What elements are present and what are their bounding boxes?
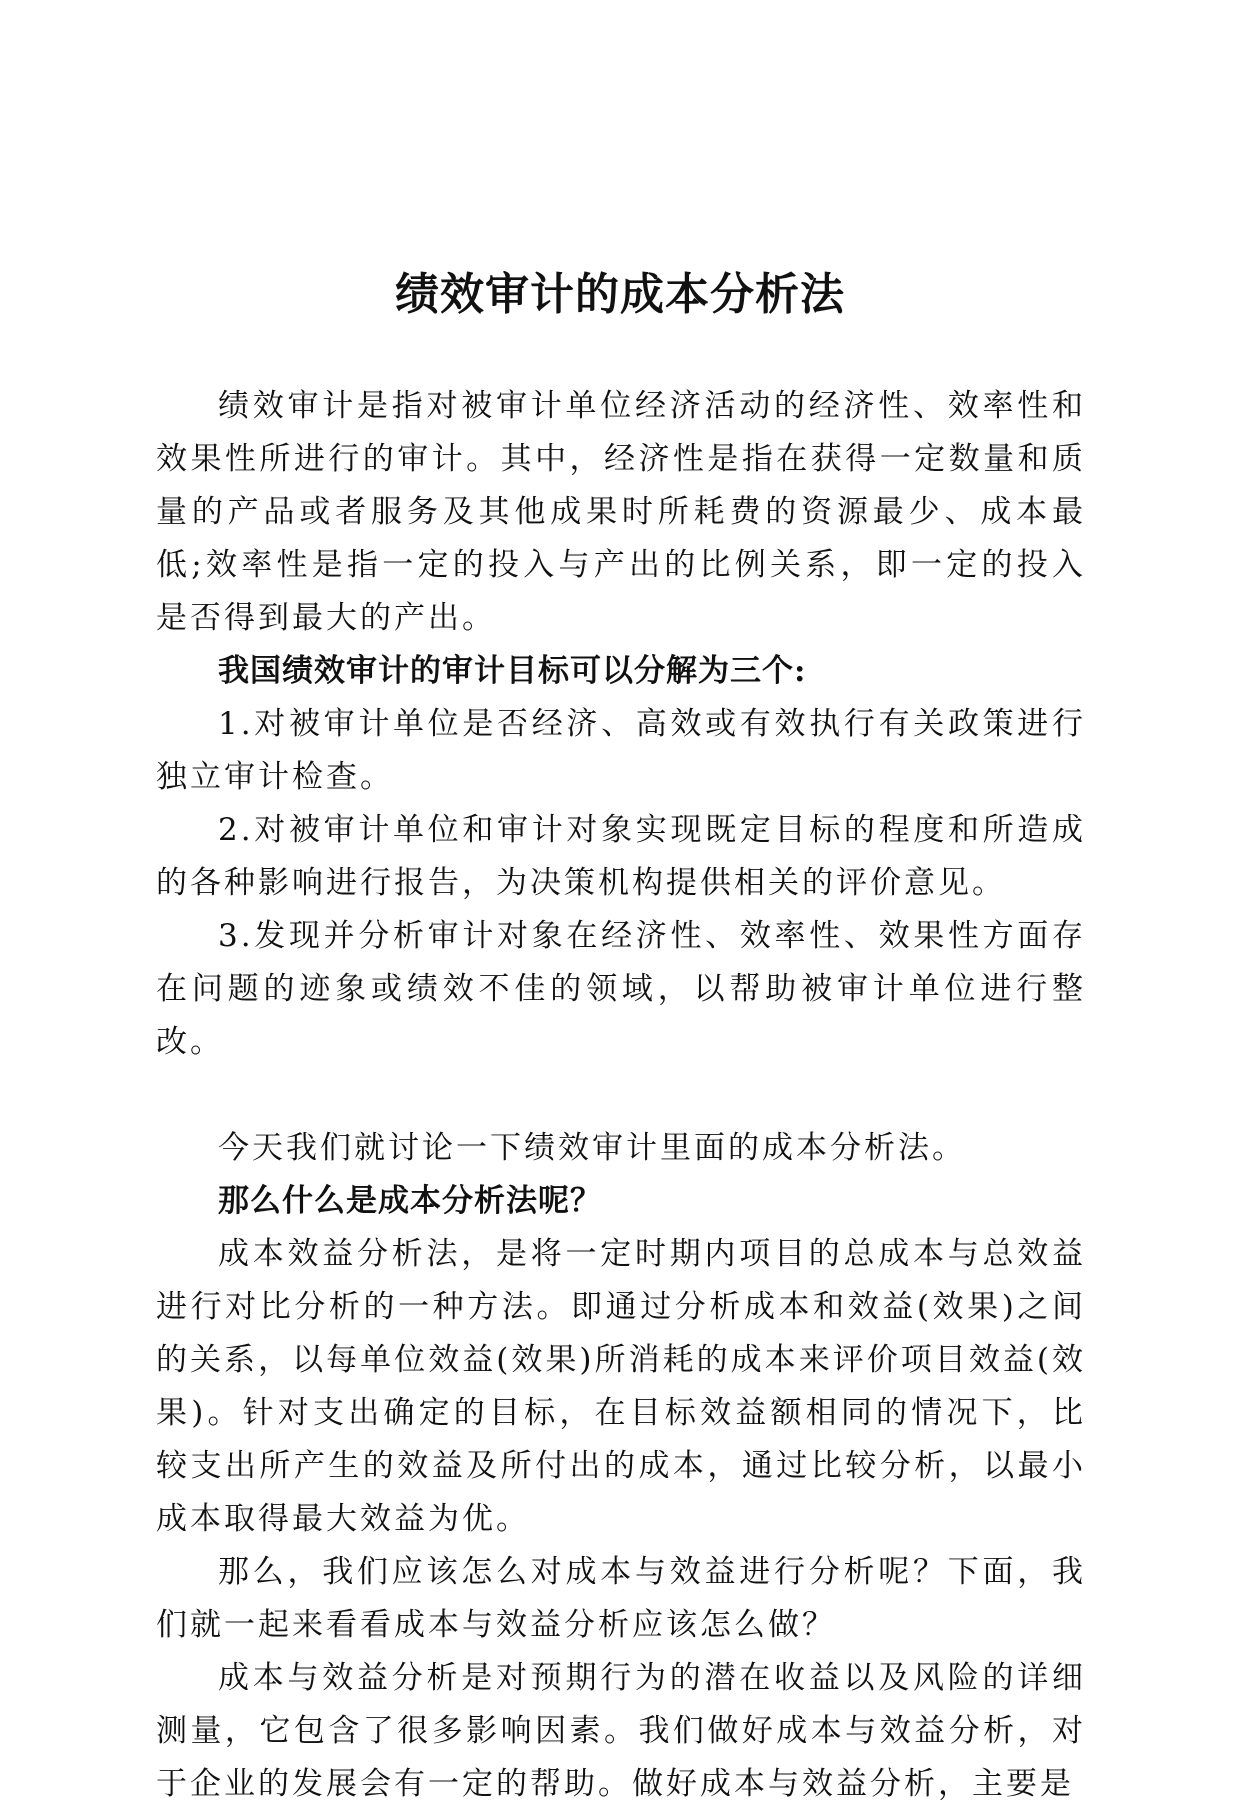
paragraph-cost-benefit-definition: 成本效益分析法，是将一定时期内项目的总成本与总效益进行对比分析的一种方法。即通过分析成本和效益(效果)之间的关系，以每单位效益(效果)所消耗的成本来评价项目效益(效果)。针对支出确定的目标，在目标效益额相同的情况下，比较支出所产生的效益及所付出的成本，通过比较分析，以最小成本取得最大效益为优。 [156, 1236, 1086, 1537]
document-title: 绩效审计的成本分析法 [395, 269, 845, 320]
list-item-objective-2: 2.对被审计单位和审计对象实现既定目标的程度和所造成的各种影响进行报告，为决策机构提供相关的评价意见。 [156, 812, 1086, 901]
paragraph-analysis-details: 成本与效益分析是对预期行为的潜在收益以及风险的详细测量，它包含了很多影响因素。我们做好成本与效益分析，对于企业的发展会有一定的帮助。做好成本与效益分析，主要是 [156, 1660, 1086, 1802]
document-body [156, 380, 1086, 1811]
list-item-objective-3: 3.发现并分析审计对象在经济性、效率性、效果性方面存在问题的迹象或绩效不佳的领域，以帮助被审计单位进行整改。 [156, 918, 1086, 1060]
paragraph-how-to-analyze: 那么，我们应该怎么对成本与效益进行分析呢？下面，我们就一起来看看成本与效益分析应该怎么做？ [156, 1554, 1086, 1643]
paragraph-objectives-heading: 我国绩效审计的审计目标可以分解为三个: [218, 653, 807, 689]
paragraph-question-heading: 那么什么是成本分析法呢？ [218, 1183, 602, 1219]
paragraph-topic-intro: 今天我们就讨论一下绩效审计里面的成本分析法。 [218, 1130, 966, 1166]
list-item-objective-1: 1.对被审计单位是否经济、高效或有效执行有关政策进行独立审计检查。 [156, 706, 1086, 795]
paragraph-definition: 绩效审计是指对被审计单位经济活动的经济性、效率性和效果性所进行的审计。其中，经济性是指在获得一定数量和质量的产品或者服务及其他成果时所耗费的资源最少、成本最低;效率性是指一定的投入与产出的比例关系，即一定的投入是否得到最大的产出。 [156, 388, 1086, 636]
